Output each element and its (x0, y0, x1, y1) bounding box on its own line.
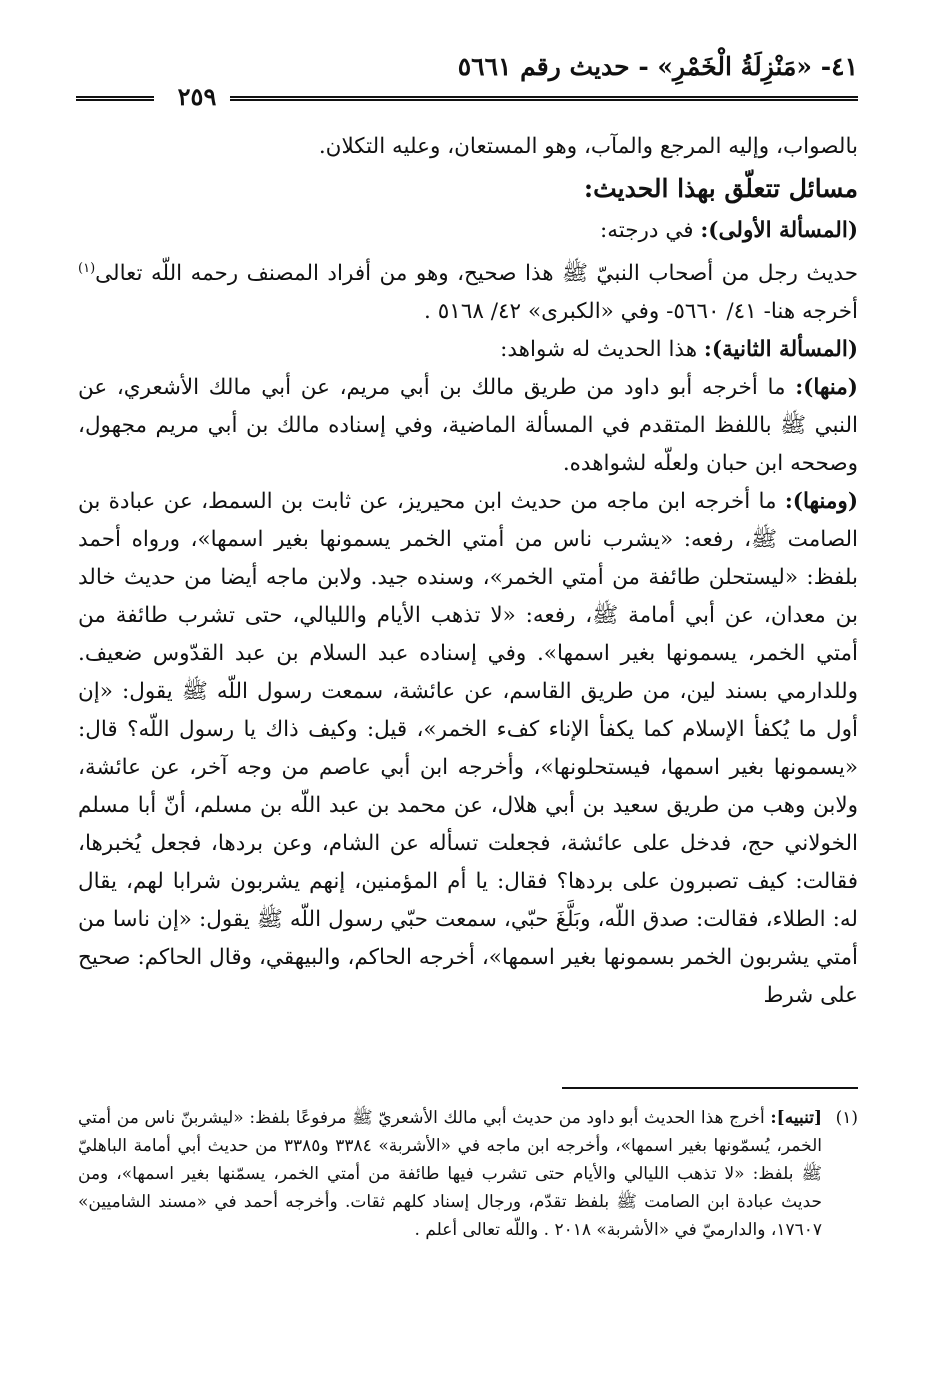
evidence-2-paragraph (78, 483, 858, 1015)
issue-1-label: (المسألة الأولى): (700, 218, 858, 243)
footnote-label: [تنبيه]: (770, 1108, 823, 1128)
issue-1-text: حديث رجل من أصحاب النبيّ ﷺ هذا صحيح، وهو من أفراد المصنف رحمه اللّه تعالى (95, 261, 858, 287)
issue-1-heading (78, 212, 858, 250)
footnote-marker: (١) (835, 1108, 858, 1128)
page-number: ٢٥٩ (177, 82, 217, 111)
evidence-1-text: ما أخرجه أبو داود من طريق مالك بن أبي مريم، عن أبي مالك الأشعري، عن النبي ﷺ باللفظ المتقدم في المسألة الماضية، وفي إسناده مالك بن أبي مريم مجهول، وصححه ابن حبان ولعلّه لشواهده. (78, 375, 858, 477)
main-text (78, 128, 858, 1015)
opening-line: بالصواب، وإليه المرجع والمآب، وهو المستعان، وعليه التكلان. (318, 134, 858, 159)
evidence-2-text: ما أخرجه ابن ماجه من حديث ابن محيريز، عن ثابت بن السمط، عن عبادة بن الصامت ﷺ، رفعه: «يشرب ناس من أمتي الخمر يسمونها بغير اسمها»، ورواه أحمد بلفظ: «ليستحلن طائفة من أمتي الخمر»، وسنده جيد. ولابن ماجه أيضا من حديث خالد بن معدان، عن أبي أمامة ﷺ، رفعه: «لا تذهب الأيام والليالي، حتى تشرب طائفة من أمتي الخمر، يسمونها بغير اسمها». وفي إسناده عبد السلام بن عبد القدّوس ضعيف. وللدارمي بسند لين، من طريق القاسم، عن عائشة، سمعت رسول اللّه ﷺ يقول: «إن أول ما يُكفأ الإسلام كما يكفأ الإناء كفء الخمر»، قيل: وكيف ذاك يا رسول اللّه؟ قال: «يسمونها بغير اسمها، فيستحلونها»، وأخرجه ابن أبي عاصم من وجه آخر، عن عائشة، ولابن وهب من طريق سعيد بن أبي هلال، عن محمد بن عبد اللّه بن مسلم، أنّ أبا مسلم الخولاني حج، فدخل على عائشة، فجعلت تسأله عن الشام، وعن بردها، فجعل يُخبرها، فقالت: كيف تصبرون على بردها؟ فقال: يا أم المؤمنين، إنهم يشربون شرابا لهم، يقال له: الطلاء، فقالت: صدق اللّه، وبَلَّغَ حبّي، سمعت حبّي رسول اللّه ﷺ يقول: «إن ناسا من أمتي يشربون الخمر بسمونها بغير اسمها»، أخرجه الحاكم، والبيهقي، وقال الحاكم: صحيح على شرط (78, 489, 858, 1009)
footnote-item (78, 1104, 858, 1244)
footnote-divider (562, 1087, 858, 1089)
running-title: ٤١- «مَنْزِلَةُ الْخَمْرِ» - حديث رقم ٥٦٦١ (457, 52, 858, 81)
issue-2-title: هذا الحديث له شواهد: (500, 337, 698, 363)
issue-1-paragraph (78, 250, 858, 331)
header-rule-short (76, 96, 154, 105)
evidence-1-label: (منها): (795, 375, 858, 401)
issue-2-heading (78, 331, 858, 369)
issue-1-title: في درجته: (599, 218, 694, 243)
footnote-reference[interactable]: (١) (78, 261, 96, 276)
issue-1-text-cont: أخرجه هنا- ٤١/ ٥٦٦٠- وفي «الكبرى» ٤٢/ ٥١٦٨ . (424, 299, 858, 325)
section-heading: مسائل تتعلّق بهذا الحديث: (583, 174, 858, 203)
issue-2-label: (المسألة الثانية): (703, 337, 858, 363)
footnote-text: أخرج هذا الحديث أبو داود من حديث أبي مالك الأشعريّ ﷺ مرفوعًا بلفظ: «ليشربنّ ناس من أمتي الخمر، يُسمّونها بغير اسمها»، وأخرجه ابن ماجه في «الأشربة» ٣٣٨٤ و٣٣٨٥ من حديث أبي أمامة الباهليّ ﷺ بلفظ: «لا تذهب الليالي والأيام حتى تشرب فيها طائفة من أمتي الخمر، يسمّنها بغير اسمها»، ومن حديث عبادة ابن الصامت ﷺ بلفظ تقدّم، ورجال إسناد كلهم ثقات. وأخرجه أحمد في «مسند الشاميين» ١٧٦٠٧، والدارميّ في «الأشربة» ٢٠١٨ . واللّه تعالى أعلم . (78, 1108, 822, 1240)
header-rule (230, 96, 858, 105)
evidence-1-paragraph (78, 369, 858, 483)
evidence-2-label: (ومنها): (784, 489, 858, 515)
footnotes (78, 1104, 858, 1244)
